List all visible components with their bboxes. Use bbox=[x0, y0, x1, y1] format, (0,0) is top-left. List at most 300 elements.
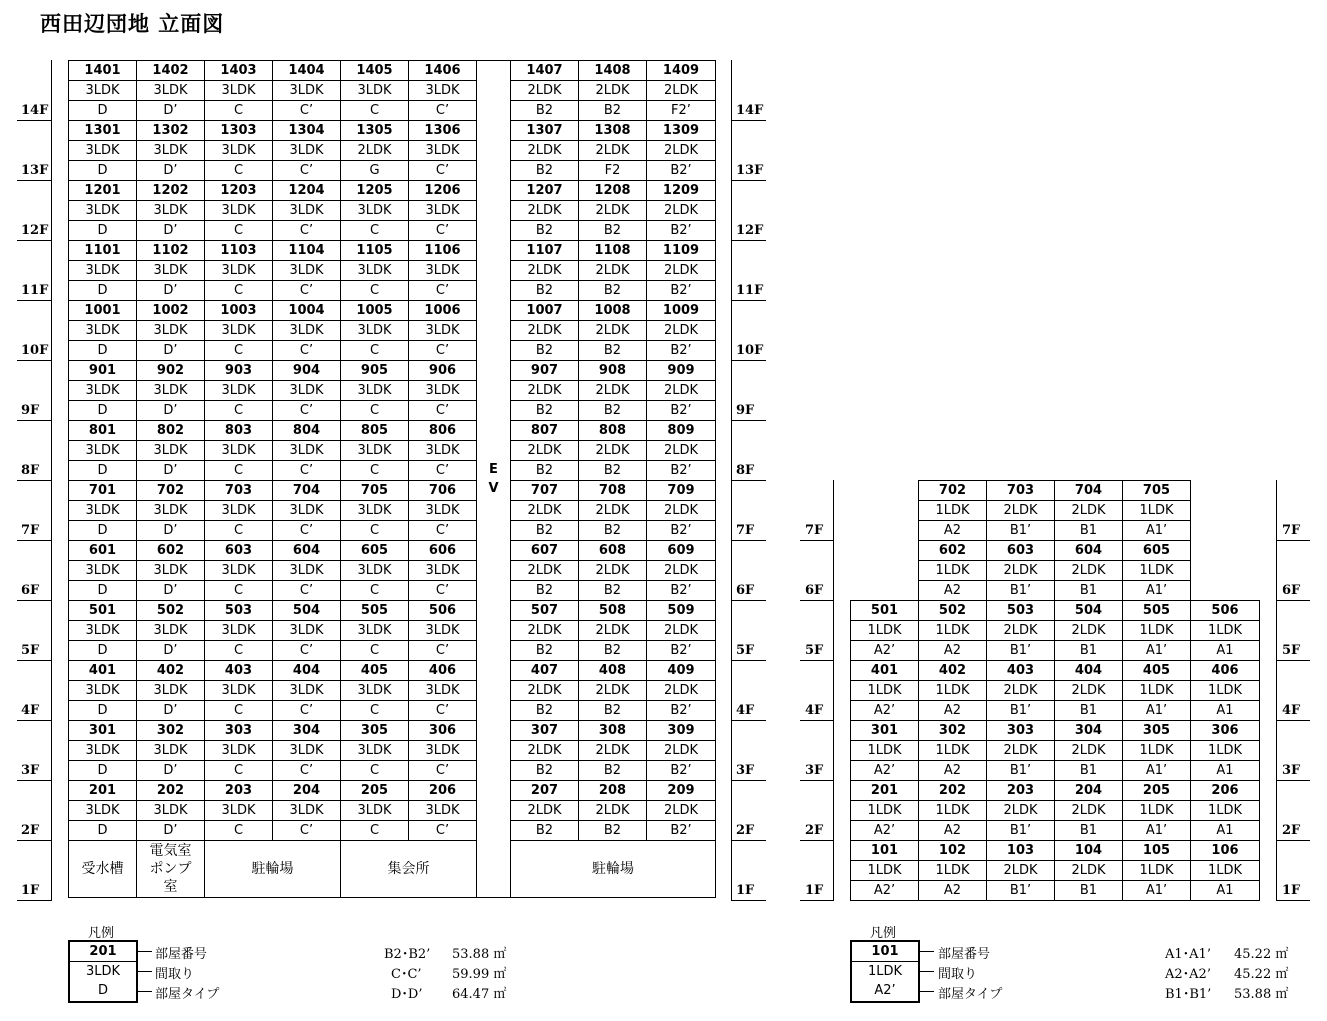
room-type: B1 bbox=[1055, 521, 1123, 541]
room-layout: 3LDK bbox=[205, 681, 273, 701]
room-layout: 2LDK bbox=[1055, 561, 1123, 581]
room-layout: 3LDK bbox=[273, 741, 341, 761]
room-layout: 2LDK bbox=[1055, 861, 1123, 881]
room-layout: 3LDK bbox=[137, 801, 205, 821]
room-type: C’ bbox=[273, 401, 341, 421]
room-number: 508 bbox=[579, 601, 647, 621]
room-type: B2 bbox=[511, 101, 579, 121]
room-type: D’ bbox=[137, 581, 205, 601]
legend-b-area-size: 53.88 ㎡ bbox=[1234, 987, 1289, 1002]
room-number: 1208 bbox=[579, 181, 647, 201]
room-type: B2 bbox=[579, 641, 647, 661]
room-number: 1005 bbox=[341, 301, 409, 321]
room-type: C bbox=[341, 581, 409, 601]
room-number: 1405 bbox=[341, 61, 409, 81]
unit-row bbox=[851, 701, 1260, 721]
floor-label-right: 14F bbox=[736, 103, 764, 118]
room-layout: 2LDK bbox=[511, 741, 579, 761]
room-number: 501 bbox=[851, 601, 919, 621]
room-layout: 1LDK bbox=[851, 861, 919, 881]
room-layout: 2LDK bbox=[647, 141, 716, 161]
legend-b-area-types: A1･A1’ bbox=[1165, 947, 1211, 962]
floor-label-right: 2F bbox=[736, 823, 755, 838]
room-type: B2 bbox=[511, 341, 579, 361]
room-type: A1’ bbox=[1123, 761, 1191, 781]
room-layout: 3LDK bbox=[341, 621, 409, 641]
room-layout: 3LDK bbox=[409, 561, 477, 581]
floor-label-right: 9F bbox=[736, 403, 755, 418]
room-type: B2 bbox=[511, 161, 579, 181]
room-number: 1305 bbox=[341, 121, 409, 141]
room-number: 503 bbox=[205, 601, 273, 621]
floor-label-left: 14F bbox=[21, 103, 49, 118]
room-layout: 3LDK bbox=[341, 261, 409, 281]
legend-b-label-layout: 間取り bbox=[938, 967, 978, 982]
room-number: 1105 bbox=[341, 241, 409, 261]
room-number: 606 bbox=[409, 541, 477, 561]
room-layout: 1LDK bbox=[919, 861, 987, 881]
room-layout: 2LDK bbox=[647, 621, 716, 641]
room-type: C bbox=[205, 761, 273, 781]
room-number: 1103 bbox=[205, 241, 273, 261]
unit-row bbox=[69, 161, 716, 181]
room-layout: 2LDK bbox=[511, 201, 579, 221]
room-layout: 2LDK bbox=[579, 141, 647, 161]
room-type: C’ bbox=[273, 821, 341, 841]
room-number: 1102 bbox=[137, 241, 205, 261]
room-layout: 1LDK bbox=[1123, 501, 1191, 521]
room-layout: 2LDK bbox=[511, 681, 579, 701]
room-type: C’ bbox=[273, 221, 341, 241]
room-type: C’ bbox=[409, 641, 477, 661]
room-type: B2 bbox=[511, 221, 579, 241]
room-type: B1’ bbox=[987, 641, 1055, 661]
legend-b-area-size: 45.22 ㎡ bbox=[1234, 947, 1289, 962]
room-number: 401 bbox=[851, 661, 919, 681]
floor-label-right: 1F bbox=[736, 883, 755, 898]
floor-label-right: 12F bbox=[736, 223, 764, 238]
unit-row bbox=[69, 501, 716, 521]
room-number: 703 bbox=[987, 481, 1055, 501]
floor-label-right: 6F bbox=[736, 583, 755, 598]
room-type: D bbox=[69, 101, 137, 121]
empty-space bbox=[851, 481, 919, 501]
room-type: A2’ bbox=[851, 821, 919, 841]
room-type: C’ bbox=[409, 581, 477, 601]
room-layout: 3LDK bbox=[409, 201, 477, 221]
room-number: 607 bbox=[511, 541, 579, 561]
room-layout: 3LDK bbox=[409, 801, 477, 821]
legend-a-area-types: B2･B2’ bbox=[384, 947, 431, 962]
room-type: C’ bbox=[273, 341, 341, 361]
room-type: D’ bbox=[137, 761, 205, 781]
room-number: 1003 bbox=[205, 301, 273, 321]
room-layout: 1LDK bbox=[1191, 681, 1260, 701]
elevator-shaft bbox=[477, 61, 511, 898]
room-number: 1303 bbox=[205, 121, 273, 141]
room-layout: 1LDK bbox=[851, 741, 919, 761]
room-type: D’ bbox=[137, 221, 205, 241]
room-number: 909 bbox=[647, 361, 716, 381]
room-layout: 3LDK bbox=[205, 501, 273, 521]
room-number: 603 bbox=[987, 541, 1055, 561]
room-type: C’ bbox=[273, 641, 341, 661]
room-type: A1 bbox=[1191, 821, 1260, 841]
unit-row bbox=[851, 681, 1260, 701]
unit-row bbox=[851, 501, 1260, 521]
room-number: 1206 bbox=[409, 181, 477, 201]
room-layout: 2LDK bbox=[511, 441, 579, 461]
room-number: 1205 bbox=[341, 181, 409, 201]
room-type: B2 bbox=[579, 461, 647, 481]
room-type: C bbox=[341, 461, 409, 481]
room-layout: 1LDK bbox=[1191, 741, 1260, 761]
room-type: D’ bbox=[137, 641, 205, 661]
room-type: D’ bbox=[137, 401, 205, 421]
room-type: C bbox=[205, 521, 273, 541]
room-number: 704 bbox=[1055, 481, 1123, 501]
room-number: 306 bbox=[409, 721, 477, 741]
floor-label-left: 10F bbox=[21, 343, 49, 358]
unit-row bbox=[69, 181, 716, 201]
bike-parking: 駐輪場 bbox=[205, 841, 341, 898]
room-type: D’ bbox=[137, 701, 205, 721]
unit-row bbox=[69, 781, 716, 801]
floor-label-left: 5F bbox=[805, 643, 824, 658]
room-type: B2 bbox=[511, 401, 579, 421]
room-number: 509 bbox=[647, 601, 716, 621]
room-number: 405 bbox=[1123, 661, 1191, 681]
room-type: C bbox=[205, 821, 273, 841]
room-layout: 2LDK bbox=[647, 681, 716, 701]
room-layout: 3LDK bbox=[341, 501, 409, 521]
legend-a-label-room-type: 部屋タイプ bbox=[155, 987, 220, 1002]
room-number: 301 bbox=[851, 721, 919, 741]
room-layout: 3LDK bbox=[69, 681, 137, 701]
room-layout: 3LDK bbox=[273, 501, 341, 521]
room-number: 207 bbox=[511, 781, 579, 801]
floor-label-right: 5F bbox=[736, 643, 755, 658]
room-layout: 2LDK bbox=[647, 81, 716, 101]
room-layout: 1LDK bbox=[919, 501, 987, 521]
unit-row bbox=[69, 801, 716, 821]
building-a-elevation bbox=[68, 60, 716, 898]
room-layout: 3LDK bbox=[273, 261, 341, 281]
room-number: 1007 bbox=[511, 301, 579, 321]
room-type: D bbox=[69, 461, 137, 481]
bike-parking: 駐輪場 bbox=[511, 841, 716, 898]
room-layout: 3LDK bbox=[341, 561, 409, 581]
floor-label-right: 7F bbox=[736, 523, 755, 538]
room-number: 902 bbox=[137, 361, 205, 381]
room-layout: 3LDK bbox=[409, 621, 477, 641]
unit-row bbox=[69, 481, 716, 501]
room-layout: 3LDK bbox=[273, 141, 341, 161]
room-type: B2’ bbox=[647, 461, 716, 481]
room-layout: 1LDK bbox=[919, 681, 987, 701]
room-number: 404 bbox=[1055, 661, 1123, 681]
room-number: 205 bbox=[341, 781, 409, 801]
room-number: 707 bbox=[511, 481, 579, 501]
room-number: 1402 bbox=[137, 61, 205, 81]
legend-a-room-type: D bbox=[97, 983, 108, 998]
room-layout: 2LDK bbox=[511, 501, 579, 521]
legend-b-room-number: 101 bbox=[852, 942, 918, 962]
room-number: 409 bbox=[647, 661, 716, 681]
room-layout: 2LDK bbox=[511, 801, 579, 821]
floor-label-left: 11F bbox=[21, 283, 49, 298]
room-number: 1309 bbox=[647, 121, 716, 141]
room-type: B2 bbox=[511, 641, 579, 661]
room-layout: 3LDK bbox=[137, 441, 205, 461]
room-number: 1004 bbox=[273, 301, 341, 321]
room-number: 206 bbox=[1191, 781, 1260, 801]
room-layout: 3LDK bbox=[409, 81, 477, 101]
room-layout: 2LDK bbox=[511, 261, 579, 281]
unit-row bbox=[69, 201, 716, 221]
room-number: 506 bbox=[1191, 601, 1260, 621]
room-layout: 2LDK bbox=[511, 561, 579, 581]
room-type: C bbox=[205, 221, 273, 241]
room-layout: 3LDK bbox=[205, 261, 273, 281]
room-number: 304 bbox=[1055, 721, 1123, 741]
room-type: B2’ bbox=[647, 281, 716, 301]
elevator-label: EV bbox=[488, 462, 499, 496]
room-layout: 2LDK bbox=[579, 381, 647, 401]
room-number: 803 bbox=[205, 421, 273, 441]
room-layout: 2LDK bbox=[1055, 681, 1123, 701]
room-number: 407 bbox=[511, 661, 579, 681]
room-type: D’ bbox=[137, 821, 205, 841]
room-number: 702 bbox=[137, 481, 205, 501]
unit-row bbox=[69, 521, 716, 541]
room-type: A1’ bbox=[1123, 821, 1191, 841]
room-layout: 2LDK bbox=[579, 741, 647, 761]
room-type: C bbox=[341, 761, 409, 781]
room-number: 1301 bbox=[69, 121, 137, 141]
room-layout: 3LDK bbox=[205, 141, 273, 161]
room-number: 1002 bbox=[137, 301, 205, 321]
unit-row bbox=[69, 541, 716, 561]
room-type: B1 bbox=[1055, 641, 1123, 661]
room-layout: 2LDK bbox=[987, 561, 1055, 581]
room-type: C bbox=[341, 341, 409, 361]
water-tank-room: 受水槽 bbox=[69, 841, 137, 898]
unit-row bbox=[69, 81, 716, 101]
room-number: 605 bbox=[1123, 541, 1191, 561]
room-number: 908 bbox=[579, 361, 647, 381]
room-number: 705 bbox=[1123, 481, 1191, 501]
room-number: 1204 bbox=[273, 181, 341, 201]
room-number: 406 bbox=[409, 661, 477, 681]
room-type: B2 bbox=[579, 281, 647, 301]
empty-space bbox=[851, 541, 919, 561]
room-layout: 2LDK bbox=[647, 261, 716, 281]
room-layout: 3LDK bbox=[69, 501, 137, 521]
floor-label-left: 2F bbox=[21, 823, 40, 838]
room-layout: 3LDK bbox=[205, 321, 273, 341]
room-layout: 3LDK bbox=[341, 441, 409, 461]
unit-row bbox=[69, 321, 716, 341]
floor-label-right: 3F bbox=[1282, 763, 1301, 778]
room-type: A1’ bbox=[1123, 521, 1191, 541]
room-type: A1’ bbox=[1123, 881, 1191, 901]
room-number: 104 bbox=[1055, 841, 1123, 861]
room-layout: 3LDK bbox=[69, 561, 137, 581]
room-type: C’ bbox=[409, 401, 477, 421]
room-layout: 3LDK bbox=[205, 561, 273, 581]
unit-row bbox=[851, 741, 1260, 761]
room-layout: 2LDK bbox=[987, 741, 1055, 761]
room-number: 604 bbox=[273, 541, 341, 561]
unit-row bbox=[851, 581, 1260, 601]
electric-pump-room: 電気室ポンプ室 bbox=[137, 841, 205, 898]
floor-label-left: 1F bbox=[805, 883, 824, 898]
room-number: 605 bbox=[341, 541, 409, 561]
room-layout: 3LDK bbox=[69, 441, 137, 461]
room-number: 103 bbox=[987, 841, 1055, 861]
room-type: D bbox=[69, 581, 137, 601]
room-type: C bbox=[341, 641, 409, 661]
room-type: G bbox=[341, 161, 409, 181]
room-layout: 3LDK bbox=[205, 81, 273, 101]
room-number: 502 bbox=[919, 601, 987, 621]
floor-label-right: 8F bbox=[736, 463, 755, 478]
room-type: C’ bbox=[409, 701, 477, 721]
room-layout: 2LDK bbox=[579, 441, 647, 461]
room-number: 201 bbox=[69, 781, 137, 801]
room-number: 504 bbox=[1055, 601, 1123, 621]
room-number: 405 bbox=[341, 661, 409, 681]
room-number: 604 bbox=[1055, 541, 1123, 561]
room-layout: 3LDK bbox=[205, 441, 273, 461]
empty-space bbox=[1191, 581, 1260, 601]
empty-space bbox=[1191, 521, 1260, 541]
room-layout: 3LDK bbox=[137, 321, 205, 341]
room-type: D bbox=[69, 521, 137, 541]
unit-row bbox=[69, 241, 716, 261]
room-layout: 3LDK bbox=[341, 681, 409, 701]
room-layout: 2LDK bbox=[579, 501, 647, 521]
unit-row bbox=[69, 681, 716, 701]
room-layout: 2LDK bbox=[341, 141, 409, 161]
room-number: 903 bbox=[205, 361, 273, 381]
floor-label-left: 2F bbox=[805, 823, 824, 838]
room-type: C’ bbox=[409, 221, 477, 241]
room-number: 806 bbox=[409, 421, 477, 441]
room-number: 1106 bbox=[409, 241, 477, 261]
unit-row bbox=[69, 621, 716, 641]
room-type: C’ bbox=[273, 281, 341, 301]
unit-row bbox=[69, 721, 716, 741]
room-number: 403 bbox=[205, 661, 273, 681]
room-layout: 3LDK bbox=[409, 321, 477, 341]
room-type: B2’ bbox=[647, 581, 716, 601]
room-number: 208 bbox=[579, 781, 647, 801]
unit-row bbox=[851, 541, 1260, 561]
room-number: 702 bbox=[919, 481, 987, 501]
room-number: 1306 bbox=[409, 121, 477, 141]
room-layout: 3LDK bbox=[341, 381, 409, 401]
room-number: 801 bbox=[69, 421, 137, 441]
room-type: C bbox=[205, 461, 273, 481]
unit-row bbox=[851, 721, 1260, 741]
room-layout: 1LDK bbox=[1191, 621, 1260, 641]
legend-b-area-types: B1･B1’ bbox=[1165, 987, 1212, 1002]
room-type: D’ bbox=[137, 101, 205, 121]
room-number: 808 bbox=[579, 421, 647, 441]
room-number: 1201 bbox=[69, 181, 137, 201]
room-layout: 1LDK bbox=[1123, 801, 1191, 821]
legend-b-label-room-type: 部屋タイプ bbox=[938, 987, 1003, 1002]
room-layout: 3LDK bbox=[69, 381, 137, 401]
room-number: 609 bbox=[647, 541, 716, 561]
room-type: A2’ bbox=[851, 881, 919, 901]
room-number: 302 bbox=[137, 721, 205, 741]
floor-label-left: 7F bbox=[805, 523, 824, 538]
floor-label-right: 2F bbox=[1282, 823, 1301, 838]
room-layout: 2LDK bbox=[647, 321, 716, 341]
room-layout: 3LDK bbox=[137, 261, 205, 281]
legend-b-label-room-number: 部屋番号 bbox=[938, 947, 991, 962]
unit-row bbox=[69, 381, 716, 401]
room-number: 602 bbox=[137, 541, 205, 561]
legend-b-layout: 1LDK bbox=[867, 964, 903, 979]
room-number: 907 bbox=[511, 361, 579, 381]
room-number: 1408 bbox=[579, 61, 647, 81]
room-type: A1 bbox=[1191, 881, 1260, 901]
legend-a-area-types: D･D’ bbox=[391, 987, 423, 1002]
room-type: D bbox=[69, 161, 137, 181]
unit-row bbox=[851, 481, 1260, 501]
room-layout: 3LDK bbox=[273, 81, 341, 101]
room-number: 506 bbox=[409, 601, 477, 621]
room-type: C’ bbox=[273, 761, 341, 781]
room-type: D bbox=[69, 761, 137, 781]
room-number: 1203 bbox=[205, 181, 273, 201]
floor-label-left: 13F bbox=[21, 163, 49, 178]
empty-space bbox=[1191, 561, 1260, 581]
unit-row bbox=[69, 261, 716, 281]
legend-b-area-types: A2･A2’ bbox=[1165, 967, 1211, 982]
room-type: C bbox=[205, 701, 273, 721]
room-layout: 1LDK bbox=[1123, 861, 1191, 881]
room-type: D’ bbox=[137, 461, 205, 481]
room-number: 505 bbox=[341, 601, 409, 621]
room-type: B2’ bbox=[647, 761, 716, 781]
room-type: C’ bbox=[273, 461, 341, 481]
room-type: B2 bbox=[579, 221, 647, 241]
room-type: D bbox=[69, 281, 137, 301]
room-type: B2’ bbox=[647, 221, 716, 241]
room-number: 601 bbox=[69, 541, 137, 561]
legend-b-sample bbox=[850, 940, 920, 1003]
room-layout: 2LDK bbox=[579, 621, 647, 641]
room-number: 305 bbox=[341, 721, 409, 741]
room-type: B1’ bbox=[987, 821, 1055, 841]
room-layout: 3LDK bbox=[69, 621, 137, 641]
empty-space bbox=[1191, 501, 1260, 521]
room-type: C’ bbox=[409, 281, 477, 301]
room-layout: 3LDK bbox=[137, 201, 205, 221]
unit-row bbox=[69, 141, 716, 161]
room-layout: 2LDK bbox=[987, 501, 1055, 521]
room-layout: 2LDK bbox=[579, 201, 647, 221]
room-layout: 2LDK bbox=[579, 681, 647, 701]
floor-label-left: 3F bbox=[21, 763, 40, 778]
room-number: 1108 bbox=[579, 241, 647, 261]
room-type: B2 bbox=[579, 521, 647, 541]
